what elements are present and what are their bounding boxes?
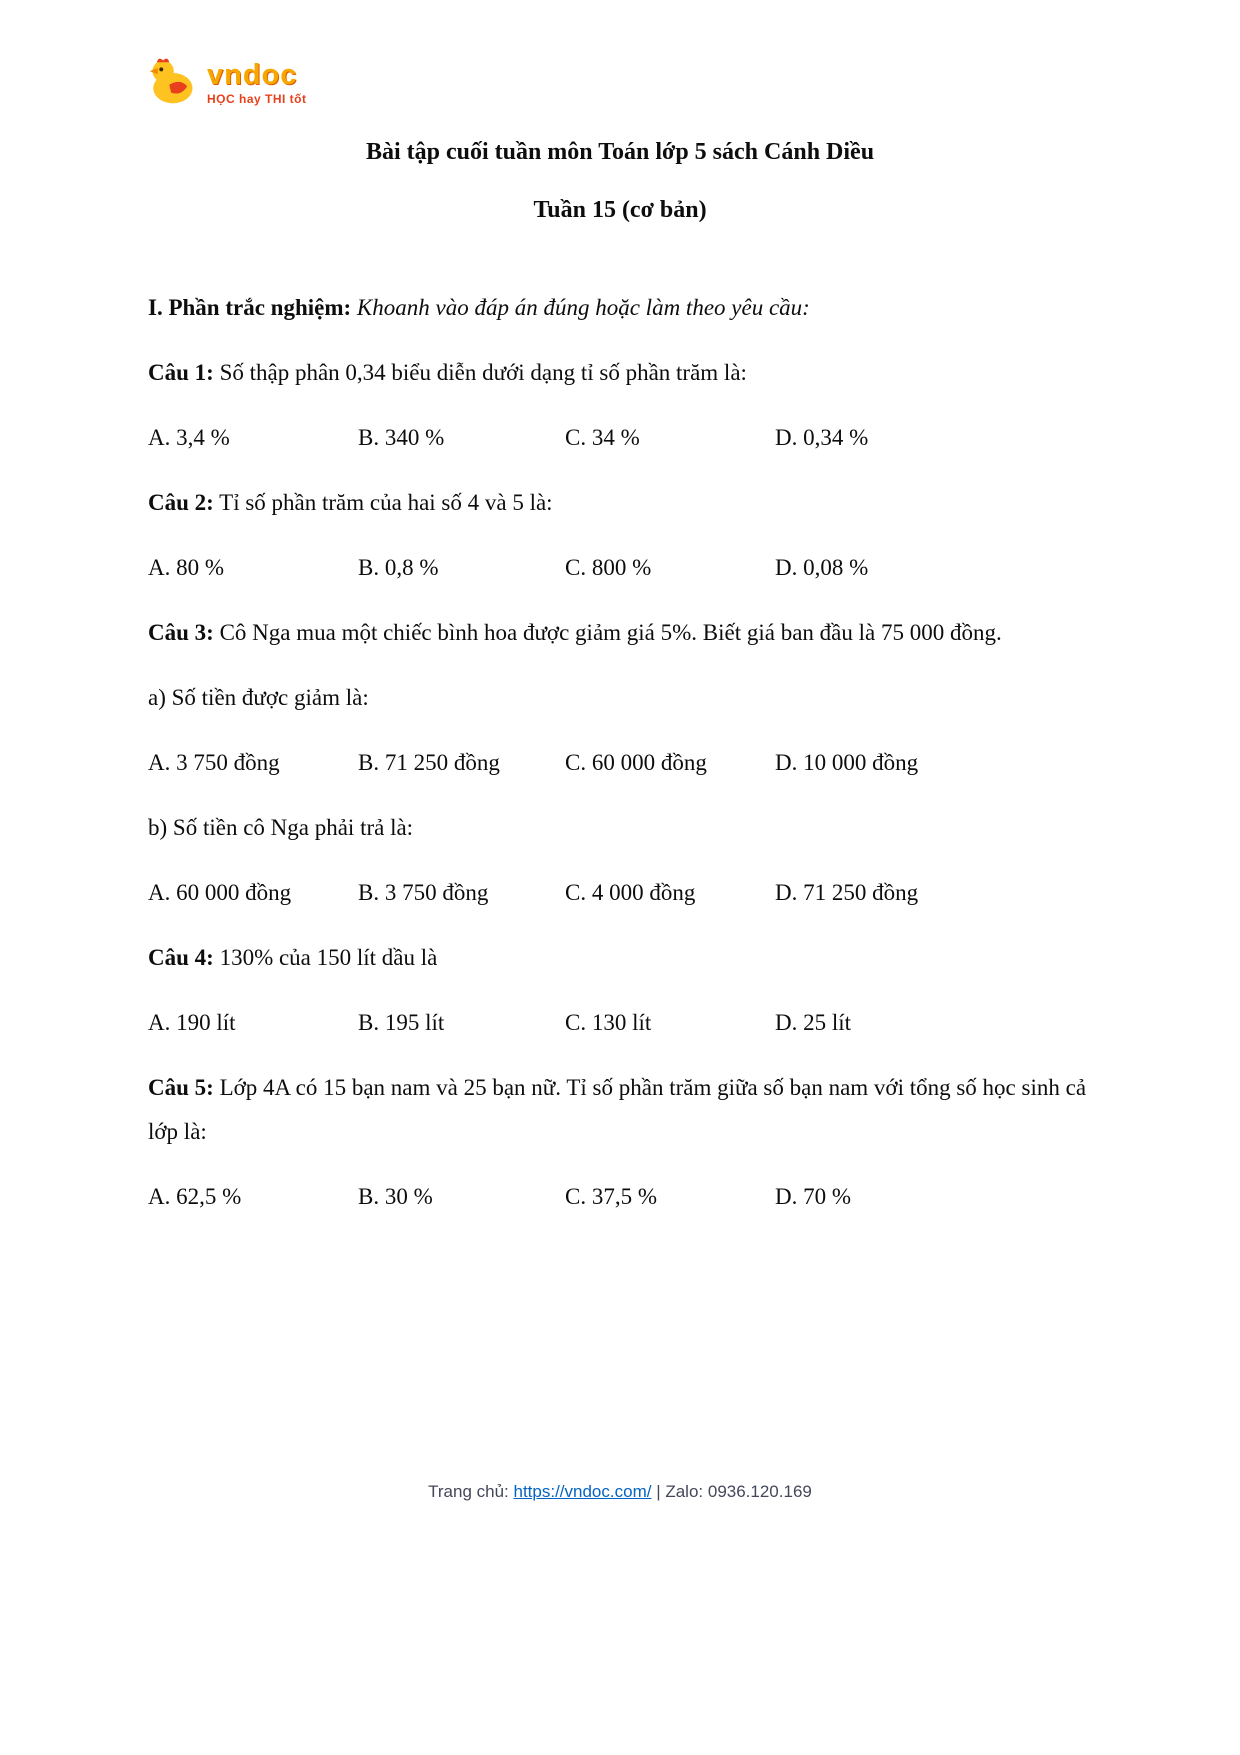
- worksheet-body: [148, 286, 1092, 1219]
- question-2-option-b: B. 0,8 %: [358, 555, 439, 580]
- question-3-text: [148, 611, 1092, 655]
- question-1-option-b: B. 340 %: [358, 425, 445, 450]
- logo-brand: vndoc: [207, 59, 298, 91]
- question-4-option-a: A. 190 lít: [148, 1010, 236, 1035]
- question-3a-option-c: C. 60 000 đồng: [565, 750, 707, 775]
- question-5-option-a: A. 62,5 %: [148, 1184, 242, 1209]
- question-3-part-b-text: b) Số tiền cô Nga phải trả là:: [148, 815, 414, 840]
- question-3b-option-d: D. 71 250 đồng: [775, 880, 919, 905]
- question-2-text: [148, 481, 1092, 525]
- vndoc-mascot-icon: [145, 56, 199, 111]
- question-3a-option-a: A. 3 750 đồng: [148, 750, 280, 775]
- question-5-text: [148, 1066, 1092, 1154]
- section-label: I. Phần trắc nghiệm:: [148, 295, 352, 320]
- question-5-body: Lớp 4A có 15 bạn nam và 25 bạn nữ. Tỉ số phần trăm giữa số bạn nam với tổng số học sinh cả lớp là:: [148, 1075, 1087, 1144]
- question-5-option-c: C. 37,5 %: [565, 1184, 657, 1209]
- question-2-option-d: D. 0,08 %: [775, 555, 869, 580]
- question-3-part-a-options: [148, 741, 1092, 785]
- question-4-option-d: D. 25 lít: [775, 1010, 852, 1035]
- footer-separator: |: [656, 1482, 661, 1501]
- question-1-body: Số thập phân 0,34 biểu diễn dưới dạng tỉ số phần trăm là:: [219, 360, 747, 385]
- question-5-option-b: B. 30 %: [358, 1184, 433, 1209]
- question-4-option-c: C. 130 lít: [565, 1010, 652, 1035]
- question-4-text: [148, 936, 1092, 980]
- question-3-part-b-options: [148, 871, 1092, 915]
- logo-text: [207, 61, 307, 105]
- question-2-option-a: A. 80 %: [148, 555, 225, 580]
- question-2-options: [148, 546, 1092, 590]
- question-3a-option-b: B. 71 250 đồng: [358, 750, 500, 775]
- question-1-label: Câu 1:: [148, 360, 214, 385]
- question-4-label: Câu 4:: [148, 945, 214, 970]
- question-3b-option-b: B. 3 750 đồng: [358, 880, 489, 905]
- section-instruction: Khoanh vào đáp án đúng hoặc làm theo yêu cầu:: [356, 295, 810, 320]
- question-5-label: Câu 5:: [148, 1075, 214, 1100]
- question-4-options: [148, 1001, 1092, 1045]
- footer-homepage-label: Trang chủ:: [428, 1482, 509, 1501]
- question-5-options: [148, 1175, 1092, 1219]
- logo-tagline: HỌC hay THI tốt: [207, 92, 307, 106]
- homepage-link[interactable]: https://vndoc.com/: [513, 1482, 652, 1501]
- question-2-option-c: C. 800 %: [565, 555, 652, 580]
- question-1-option-a: A. 3,4 %: [148, 425, 230, 450]
- page-footer: [0, 1480, 1240, 1504]
- question-2-label: Câu 2:: [148, 490, 214, 515]
- question-3-part-a-text: a) Số tiền được giảm là:: [148, 685, 369, 710]
- page-title: Bài tập cuối tuần môn Toán lớp 5 sách Cánh Diều: [365, 139, 875, 165]
- vndoc-logo: [145, 56, 1240, 110]
- question-3-body: Cô Nga mua một chiếc bình hoa được giảm giá 5%. Biết giá ban đầu là 75 000 đồng.: [219, 620, 1002, 645]
- question-2-body: Tỉ số phần trăm của hai số 4 và 5 là:: [219, 490, 553, 515]
- question-3-label: Câu 3:: [148, 620, 214, 645]
- question-4-body: 130% của 150 lít dầu là: [219, 945, 438, 970]
- question-1-option-d: D. 0,34 %: [775, 425, 869, 450]
- question-3b-option-a: A. 60 000 đồng: [148, 880, 292, 905]
- question-1-option-c: C. 34 %: [565, 425, 640, 450]
- question-4-option-b: B. 195 lít: [358, 1010, 445, 1035]
- question-5-option-d: D. 70 %: [775, 1184, 852, 1209]
- question-1-text: [148, 351, 1092, 395]
- footer-zalo: Zalo: 0936.120.169: [665, 1482, 812, 1501]
- question-1-options: [148, 416, 1092, 460]
- question-3a-option-d: D. 10 000 đồng: [775, 750, 919, 775]
- page-subtitle: Tuần 15 (cơ bản): [533, 197, 707, 223]
- question-3b-option-c: C. 4 000 đồng: [565, 880, 696, 905]
- section-heading: [148, 286, 1092, 330]
